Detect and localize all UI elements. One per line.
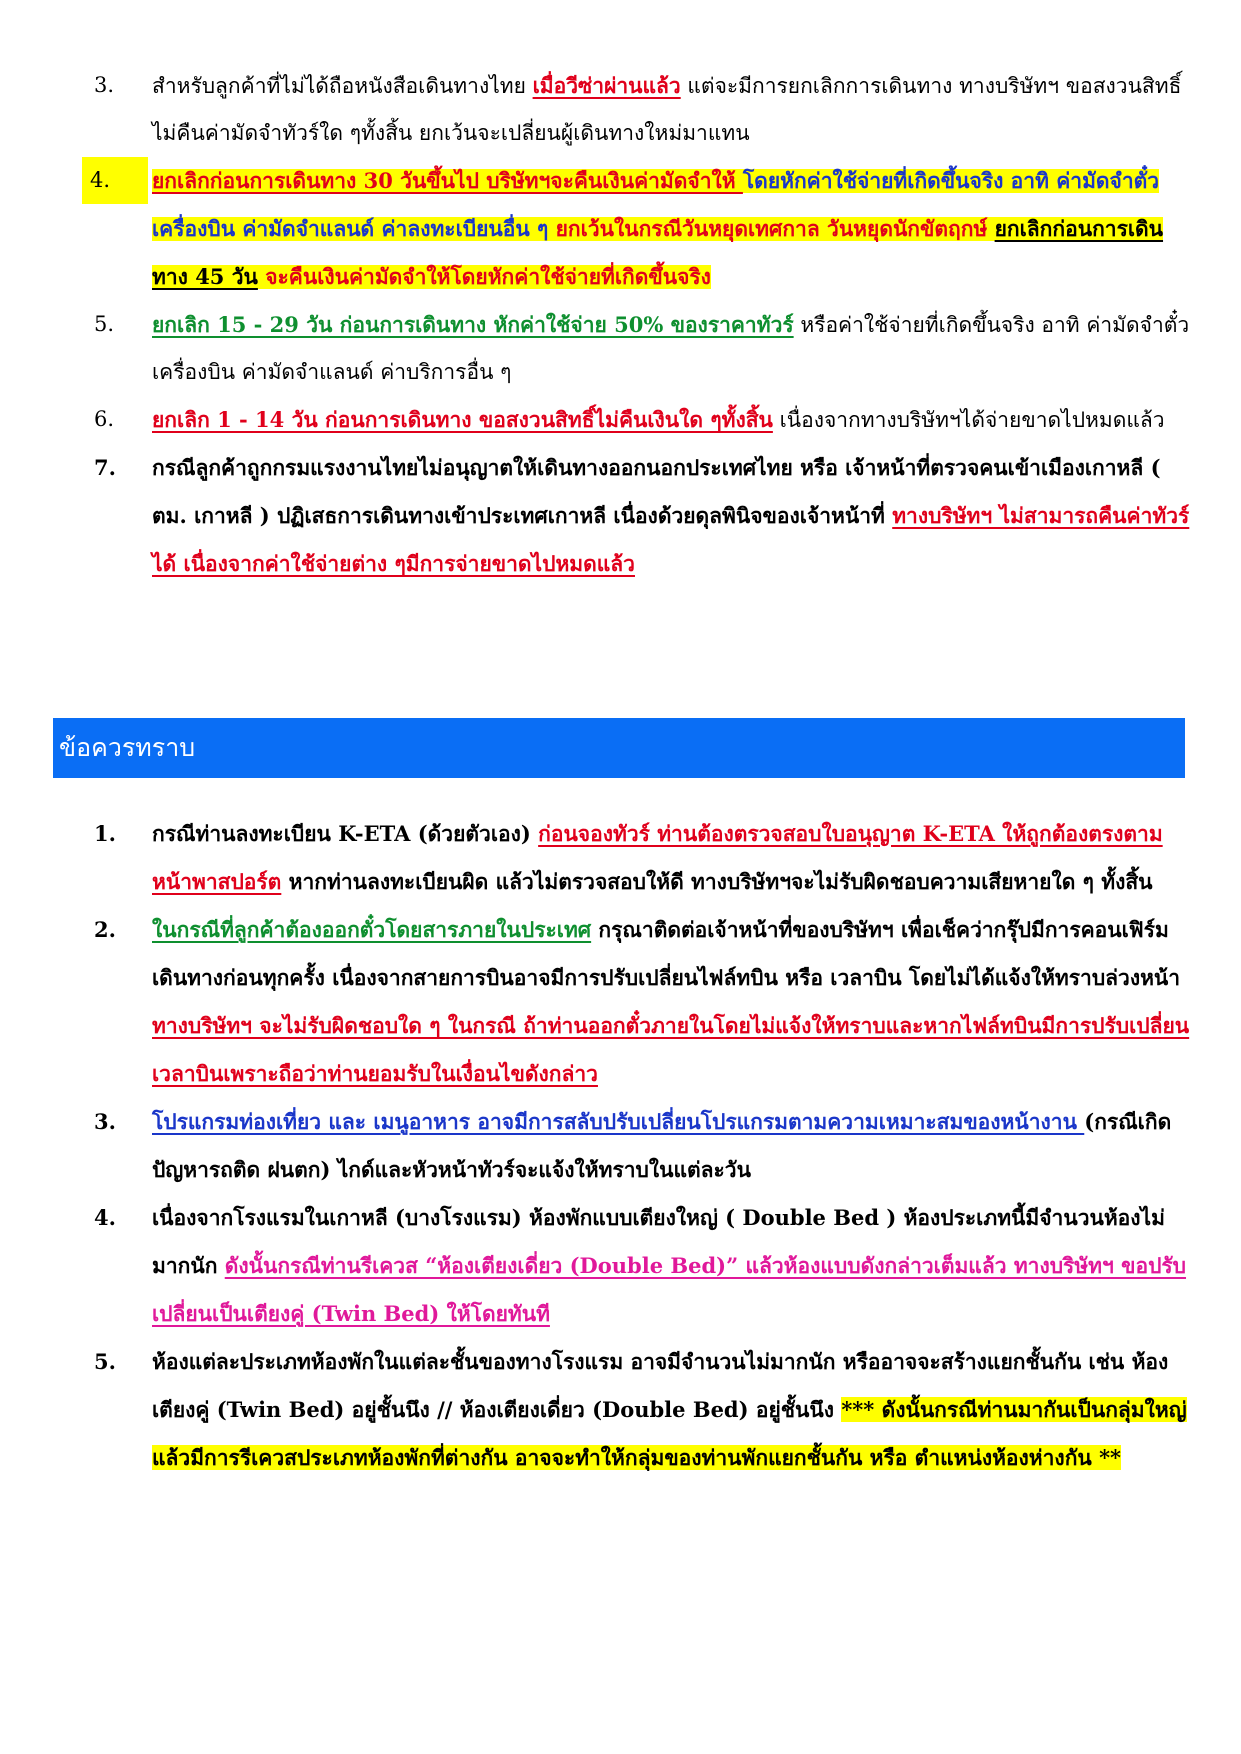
text-segment: หากท่านลงทะเบียนผิด แล้วไม่ตรวจสอบให้ดี ทางบริษัทฯจะไม่รับผิดชอบความเสียหายใด ๆ ทั้งสิ้น <box>281 869 1153 894</box>
notes-list <box>90 810 1190 1482</box>
text-segment: ห้องแต่ละประเภทห้องพักในแต่ละชั้นของทางโรงแรม อาจมีจำนวนไม่มากนัก หรืออาจจะสร้างแยกชั้นกัน เช่น ห้องเตียงคู่ (Twin Bed) อยู่ชั้นนึง // ห้องเตียงเดี่ยว (Double Bed) อยู่ชั้นนึง <box>152 1349 1169 1422</box>
text-segment: กรณีท่านลงทะเบียน K-ETA (ด้วยตัวเอง) <box>152 821 539 846</box>
cancellation-item <box>90 157 1190 301</box>
text-segment: ยกเลิก 15 - 29 วัน ก่อนการเดินทาง หักค่าใช้จ่าย 50% ของราคาทัวร์ <box>152 312 794 337</box>
note-item <box>90 810 1190 906</box>
text-segment: ยกเลิก 1 - 14 วัน ก่อนการเดินทาง ขอสงวนสิทธิ์ไม่คืนเงินใด ๆทั้งสิ้น <box>152 407 773 432</box>
text-segment: โดยหักค่าใช้จ่ายที่เกิดขึ้นจริง อาทิ ค่ามัดจำตั๋วเครื่องบิน ค่ามัดจำแลนด์ ค่าลงทะเบียนอื่น ๆ <box>152 168 1160 241</box>
note-item <box>90 1098 1190 1194</box>
item-number: 4. <box>94 1205 116 1230</box>
cancellation-item <box>90 62 1190 157</box>
text-segment: เนื่องจากทางบริษัทฯได้จ่ายขาดไปหมดแล้ว <box>772 408 1165 432</box>
text-segment: ยกเว้นในกรณีวันหยุดเทศกาล วันหยุดนักขัตฤกษ์ <box>548 216 995 241</box>
text-segment: ดังนั้นกรณีท่านรีเควส “ห้องเตียงเดี่ยว (Double Bed)” แล้วห้องแบบดังกล่าวเต็มแล้ว ทางบริษัทฯ ขอปรับเปลี่ยนเป็นเตียงคู่ (Twin Bed) ให้โดยทันที <box>152 1253 1187 1326</box>
item-text <box>152 74 1181 145</box>
item-text <box>152 1206 1186 1326</box>
item-text <box>152 456 1189 576</box>
item-number: 7. <box>94 455 116 480</box>
item-number: 4. <box>82 157 148 204</box>
note-item <box>90 906 1190 1098</box>
text-segment: ทางบริษัทฯ จะไม่รับผิดชอบใด ๆ ในกรณี ถ้าท่านออกตั๋วภายในโดยไม่แจ้งให้ทราบและหากไฟล์ทบินมีการปรับเปลี่ยนเวลาบินเพราะถือว่าท่านยอมรับในเงื่อนไขดังกล่าว <box>152 1013 1190 1086</box>
text-segment: เมื่อวีซ่าผ่านแล้ว <box>532 73 681 98</box>
item-number: 5. <box>94 1349 116 1374</box>
item-number: 3. <box>94 1109 116 1134</box>
text-segment: (กรณีเกิดปัญหารถติด ฝนตก) ไกด์และหัวหน้าทัวร์จะแจ้งให้ทราบในแต่ละวัน <box>152 1109 1172 1182</box>
item-text <box>152 1350 1187 1470</box>
item-text <box>152 822 1163 894</box>
note-item <box>90 1194 1190 1338</box>
banner-title: ข้อควรทราบ <box>59 733 196 762</box>
text-segment: ยกเลิกก่อนการเดินทาง 45 วัน <box>152 216 1164 289</box>
text-segment: ยกเลิกก่อนการเดินทาง 30 วันขึ้นไป บริษัทฯจะคืนเงินค่ามัดจำให้ <box>152 168 743 193</box>
text-segment: ในกรณีที่ลูกค้าต้องออกตั๋วโดยสารภายในประเทศ <box>152 917 592 942</box>
text-segment: หรือค่าใช้จ่ายที่เกิดขึ้นจริง อาทิ ค่ามัดจำตั๋วเครื่องบิน ค่ามัดจำแลนด์ ค่าบริการอื่น ๆ <box>152 313 1190 384</box>
note-item <box>90 1338 1190 1482</box>
item-number: 6. <box>94 407 115 431</box>
text-segment: ก่อนจองทัวร์ ท่านต้องตรวจสอบใบอนุญาต K-ETA ให้ถูกต้องตรงตามหน้าพาสปอร์ต <box>152 821 1163 894</box>
text-segment: โปรแกรมท่องเที่ยว และ เมนูอาหาร อาจมีการสลับปรับเปลี่ยนโปรแกรมตามความเหมาะสมของหน้างาน <box>152 1109 1085 1134</box>
text-segment: ทางบริษัทฯ ไม่สามารถคืนค่าทัวร์ได้ เนื่องจากค่าใช้จ่ายต่าง ๆมีการจ่ายขาดไปหมดแล้ว <box>152 503 1190 576</box>
item-text <box>152 169 1163 289</box>
item-text <box>152 408 1165 432</box>
text-segment: จะคืนเงินค่ามัดจำให้โดยหักค่าใช้จ่ายที่เกิดขึ้นจริง <box>257 264 711 289</box>
item-text <box>152 1110 1171 1182</box>
section-banner <box>53 718 1185 778</box>
text-segment: เนื่องจากโรงแรมในเกาหลี (บางโรงแรม) ห้องพักแบบเตียงใหญ่ ( Double Bed ) ห้องประเภทนี้มีจำนวนห้องไม่มากนัก <box>152 1205 1165 1278</box>
cancellation-item <box>90 396 1190 444</box>
item-number: 5. <box>94 312 115 336</box>
item-text <box>152 918 1189 1086</box>
text-segment: แต่จะมีการยกเลิกการเดินทาง ทางบริษัทฯ ขอสงวนสิทธิ์ไม่คืนค่ามัดจำทัวร์ใด ๆทั้งสิ้น ยกเว้นจะเปลี่ยนผู้เดินทางใหม่มาแทน <box>152 74 1182 145</box>
item-number: 2. <box>94 917 116 942</box>
cancellation-item <box>90 444 1190 588</box>
text-segment: สำหรับลูกค้าที่ไม่ได้ถือหนังสือเดินทางไทย <box>152 74 533 98</box>
cancellation-terms-list <box>90 62 1190 588</box>
cancellation-item <box>90 301 1190 396</box>
item-number: 1. <box>94 821 116 846</box>
text-segment: *** ดังนั้นกรณีท่านมากันเป็นกลุ่มใหญ่ แล้วมีการรีเควสประเภทห้องพักที่ต่างกัน อาจจะทำให้กลุ่มของท่านพักแยกชั้นกัน หรือ ตำแหน่งห้องห่างกัน ** <box>152 1397 1187 1470</box>
item-number: 3. <box>94 73 115 97</box>
text-segment: กรุณาติดต่อเจ้าหน้าที่ของบริษัทฯ เพื่อเช็คว่ากรุ๊ปมีการคอนเฟิร์มเดินทางก่อนทุกครั้ง เนื่องจากสายการบินอาจมีการปรับเปลี่ยนไฟล์ทบิน หรือ เวลาบิน โดยไม่ได้แจ้งให้ทราบล่วงหน้า <box>152 917 1181 990</box>
item-text <box>152 313 1189 384</box>
text-segment: กรณีลูกค้าถูกกรมแรงงานไทยไม่อนุญาตให้เดินทางออกนอกประเทศไทย หรือ เจ้าหน้าที่ตรวจคนเข้าเมืองเกาหลี ( ตม. เกาหลี ) ปฏิเสธการเดินทางเข้าประเทศเกาหลี เนื่องด้วยดุลพินิจของเจ้าหน้าที่ <box>152 455 1161 528</box>
